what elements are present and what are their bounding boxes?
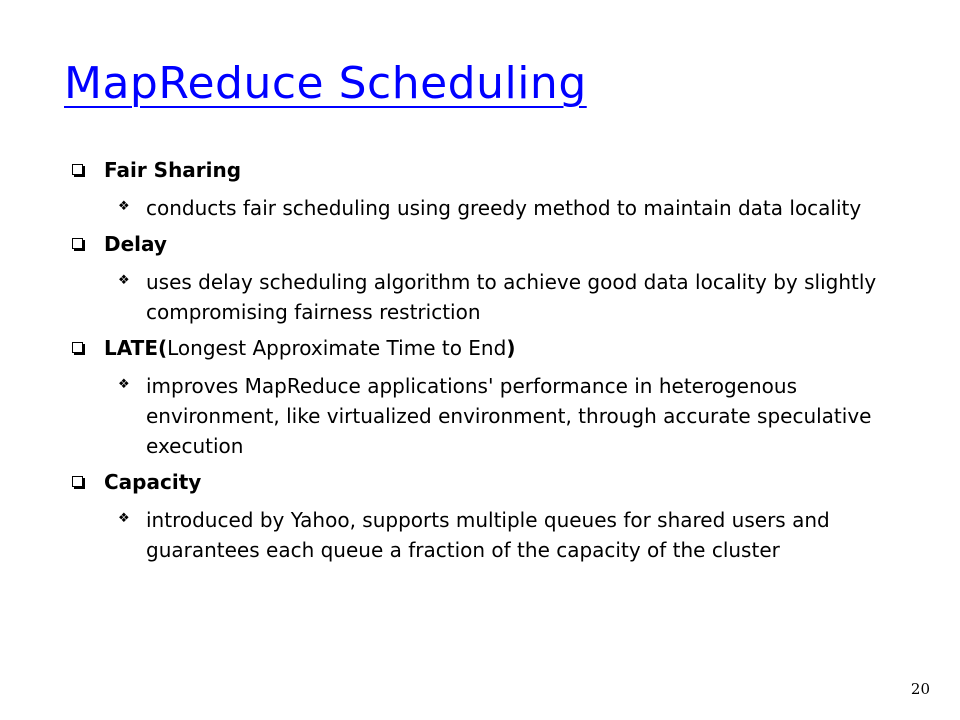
square-bullet-icon <box>72 164 83 175</box>
sub-bullet <box>118 267 886 327</box>
sub-bullet-text: introduced by Yahoo, supports multiple queues for shared users and guarantees each queue a fraction of the capacity of the cluster <box>146 508 830 562</box>
sub-bullet <box>118 505 886 565</box>
sub-bullet <box>118 371 886 461</box>
sub-bullet-text: improves MapReduce applications' performance in heterogenous environment, like virtualized environment, through accurate speculative execution <box>146 374 872 458</box>
bullet-late <box>96 333 886 461</box>
bullet-label: Delay <box>104 232 167 256</box>
diamond-bullet-icon: ❖ <box>118 273 130 288</box>
sub-bullet-text: conducts fair scheduling using greedy method to maintain data locality <box>146 196 862 220</box>
bullet-label-expansion: Longest Approximate Time to End <box>167 336 507 360</box>
diamond-bullet-icon: ❖ <box>118 199 130 214</box>
diamond-bullet-icon: ❖ <box>118 377 130 392</box>
sub-bullet <box>118 193 886 223</box>
bullet-label: Fair Sharing <box>104 158 242 182</box>
square-bullet-icon <box>72 238 83 249</box>
bullet-capacity <box>96 467 886 565</box>
bullet-row <box>96 333 886 363</box>
bullet-row <box>96 229 886 259</box>
bullet-label-close: ) <box>506 336 516 360</box>
bullet-fair-sharing <box>96 155 886 223</box>
square-bullet-icon <box>72 476 83 487</box>
bullet-row <box>96 467 886 497</box>
diamond-bullet-icon: ❖ <box>118 511 130 526</box>
page-number: 20 <box>910 680 930 698</box>
bullet-label: LATE( <box>104 336 168 360</box>
bullet-label: Capacity <box>104 470 202 494</box>
bullet-list <box>96 155 886 571</box>
square-bullet-icon <box>72 342 83 353</box>
bullet-row <box>96 155 886 185</box>
bullet-delay <box>96 229 886 327</box>
sub-bullet-text: uses delay scheduling algorithm to achieve good data locality by slightly compromising fairness restriction <box>146 270 877 324</box>
slide-title: MapReduce Scheduling <box>64 58 587 109</box>
